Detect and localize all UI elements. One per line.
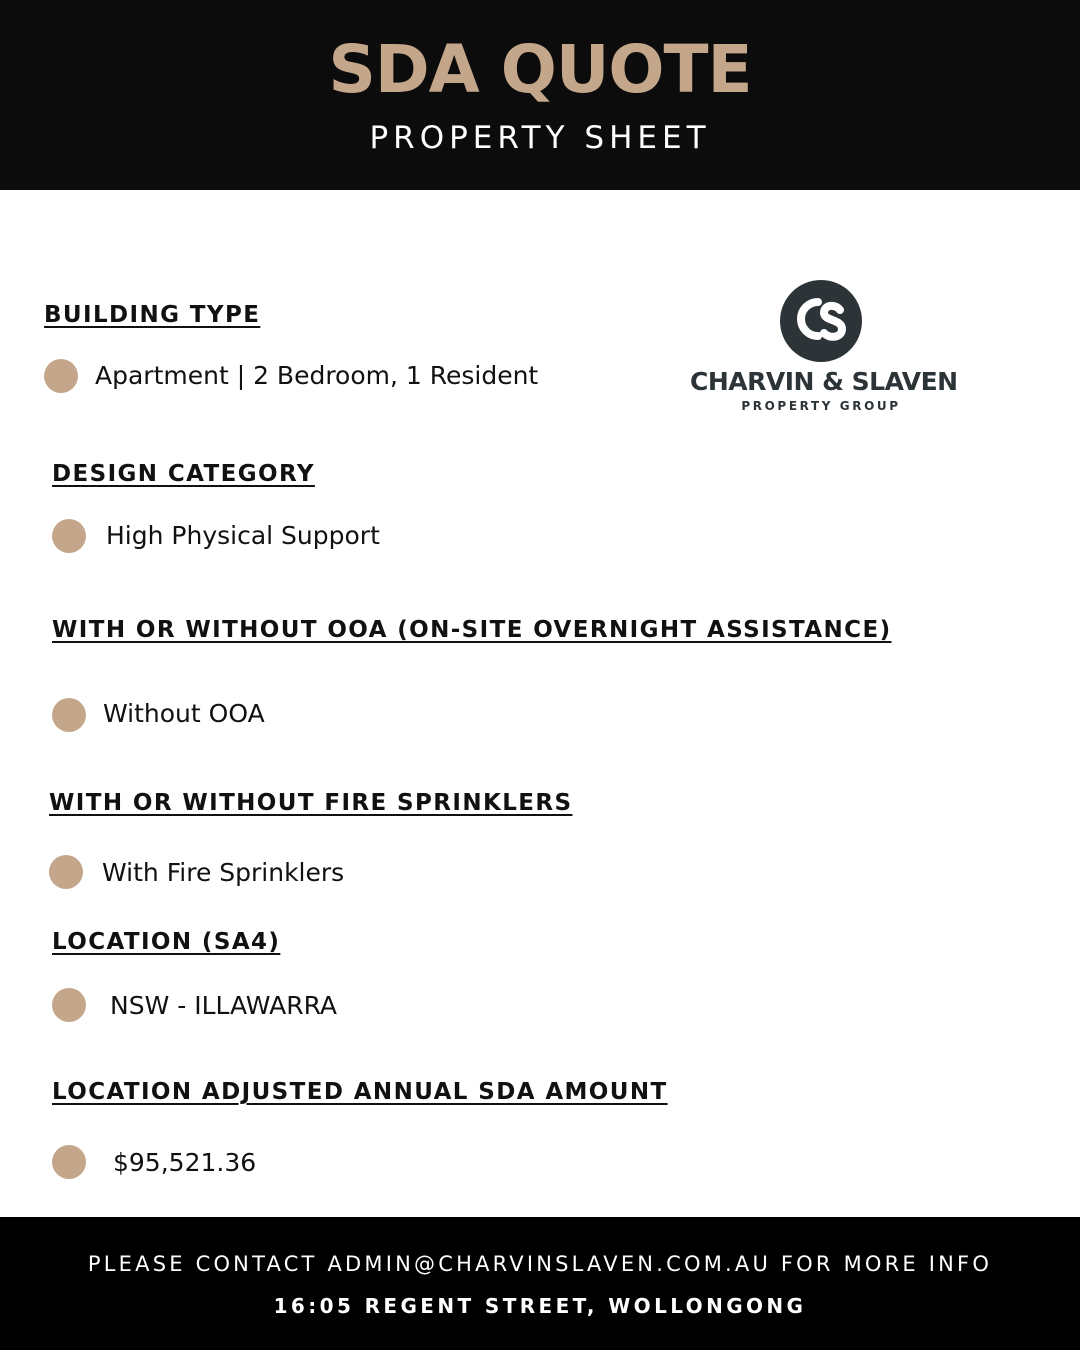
bullet-dot-icon: [52, 519, 86, 553]
logo-tagline: PROPERTY GROUP: [741, 399, 901, 413]
value-location: NSW - ILLAWARRA: [110, 991, 338, 1020]
footer-contact: PLEASE CONTACT ADMIN@CHARVINSLAVEN.COM.AU FOR MORE INFO: [87, 1252, 993, 1276]
footer-banner: [0, 1217, 1080, 1350]
bullet-dot-icon: [44, 359, 78, 393]
bullet-dot-icon: [52, 1145, 86, 1179]
value-ooa: Without OOA: [103, 699, 265, 728]
company-logo: [690, 278, 958, 418]
logo-company-name: CHARVIN & SLAVEN: [690, 367, 958, 396]
heading-location: LOCATION (SA4): [52, 929, 281, 955]
bullet-dot-icon: [52, 988, 86, 1022]
heading-fire-sprinklers: WITH OR WITHOUT FIRE SPRINKLERS: [49, 790, 573, 816]
bullet-dot-icon: [49, 855, 83, 889]
page-title: SDA QUOTE: [328, 31, 752, 108]
page-subtitle: PROPERTY SHEET: [369, 120, 711, 156]
heading-design-category: DESIGN CATEGORY: [52, 461, 315, 487]
bullet-dot-icon: [52, 698, 86, 732]
value-building-type: Apartment | 2 Bedroom, 1 Resident: [95, 361, 539, 390]
value-annual-sda-amount: $95,521.36: [113, 1148, 257, 1177]
heading-building-type: BUILDING TYPE: [44, 302, 261, 328]
value-fire-sprinklers: With Fire Sprinklers: [102, 858, 345, 887]
heading-ooa: WITH OR WITHOUT OOA (ON-SITE OVERNIGHT ASSISTANCE): [52, 617, 892, 643]
value-design-category: High Physical Support: [106, 521, 380, 550]
cs-monogram-icon: [780, 280, 862, 362]
heading-annual-sda-amount: LOCATION ADJUSTED ANNUAL SDA AMOUNT: [52, 1079, 668, 1105]
footer-address: 16:05 REGENT STREET, WOLLONGONG: [273, 1294, 807, 1318]
